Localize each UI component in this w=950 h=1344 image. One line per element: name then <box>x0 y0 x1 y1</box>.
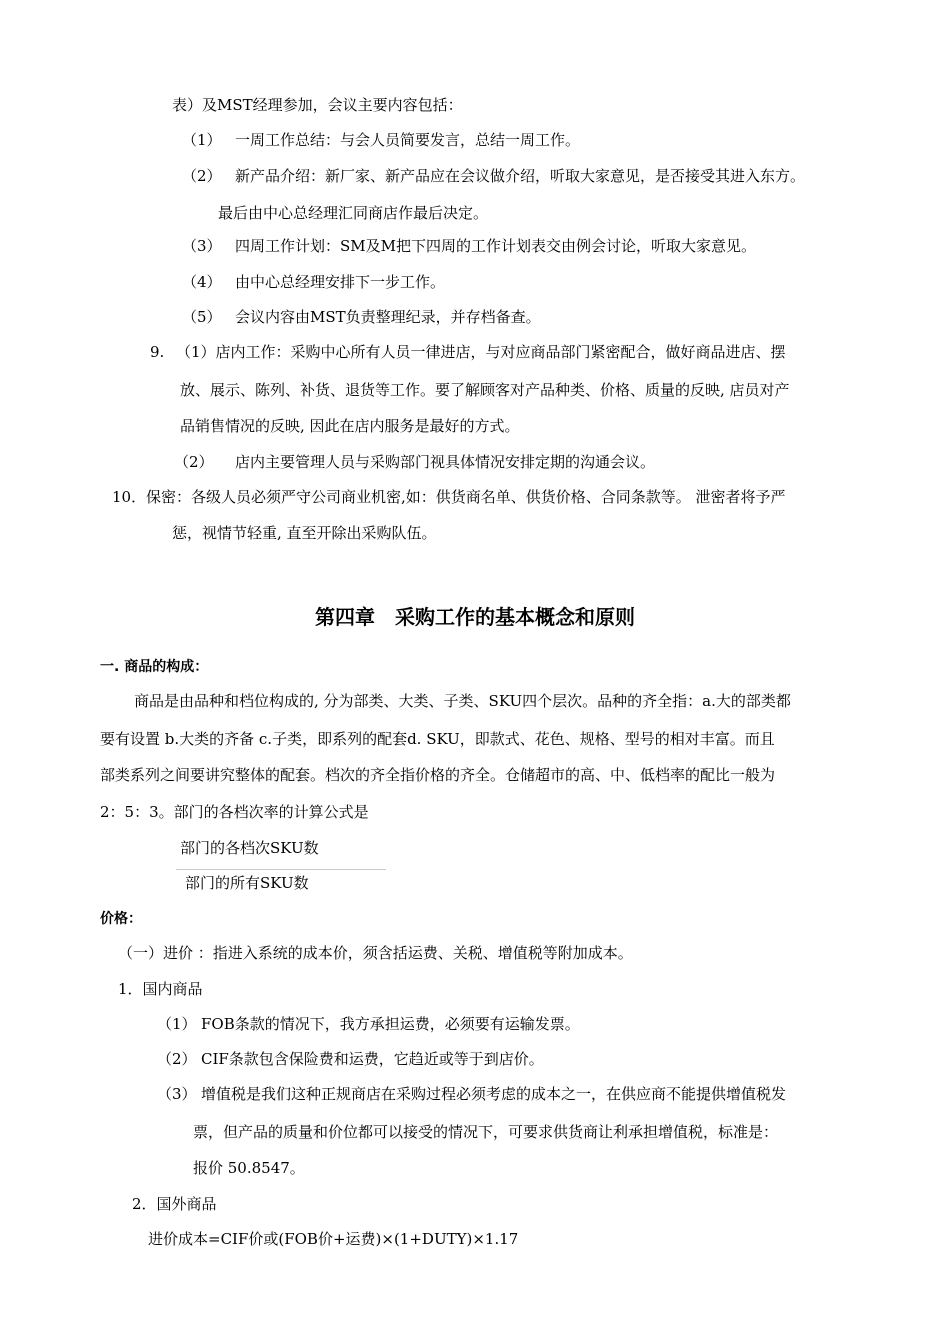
domestic-item-1-text: FOB条款的情况下，我方承担运费，必须要有运输发票。 <box>201 1015 580 1033</box>
domestic-item-3-text: 增值税是我们这种正规商店在采购过程必须考虑的成本之一，在供应商不能提供增值税发 <box>201 1085 787 1103</box>
meeting-item-3-text: 四周工作计划：SM及M把下四周的工作计划表交由例会讨论，听取大家意见。 <box>235 237 756 255</box>
item-9-sub2-text: 店内主要管理人员与采购部门视具体情况安排定期的沟通会议。 <box>235 453 656 471</box>
item-9-num: 9. <box>150 343 165 361</box>
formula-numerator: 部门的各档次SKU数 <box>180 839 319 857</box>
domestic-heading: 1．国内商品 <box>118 980 203 998</box>
meeting-item-5-text: 会议内容由MST负责整理纪录，并存档备查。 <box>235 308 541 326</box>
domestic-item-3-cont-2: 报价 50.8547。 <box>193 1159 305 1177</box>
meeting-item-4-num: （4） <box>182 273 222 291</box>
meeting-item-4-text: 由中心总经理安排下一步工作。 <box>235 273 446 291</box>
section-1-para-line-1: 商品是由品种和档位构成的, 分为部类、大类、子类、SKU四个层次。品种的齐全指：a.大的部类都 <box>134 692 791 710</box>
section-1-heading: 一. 商品的构成： <box>100 659 209 675</box>
item-10-line-2: 惩，视情节轻重, 直至开除出采购队伍。 <box>172 524 437 542</box>
domestic-item-3-num: （3） <box>157 1085 197 1103</box>
section-1-para-line-4: 2：5：3。部门的各档次率的计算公式是 <box>100 803 369 821</box>
meeting-item-2-cont: 最后由中心总经理汇同商店作最后决定。 <box>218 204 489 222</box>
domestic-item-1-num: （1） <box>157 1015 197 1033</box>
fraction-bar <box>176 869 386 870</box>
domestic-item-2-text: CIF条款包含保险费和运费，它趋近或等于到店价。 <box>201 1050 544 1068</box>
domestic-item-3-cont-1: 票，但产品的质量和价位都可以接受的情况下，可要求供货商让利承担增值税，标准是： <box>193 1123 779 1141</box>
item-9-sub2-num: （2） <box>174 453 214 471</box>
meeting-item-5-num: （5） <box>182 308 222 326</box>
section-1-para-line-3: 部类系列之间要讲究整体的配套。档次的齐全指价格的齐全。仓储超市的高、中、低档率的配比一般为 <box>100 766 776 784</box>
chapter-title: 第四章 采购工作的基本概念和原则 <box>315 605 635 629</box>
item-9-line-2: 放、展示、陈列、补货、退货等工作。要了解顾客对产品种类、价格、质量的反映, 店员对产 <box>180 381 790 399</box>
item-9-line-3: 品销售情况的反映, 因此在店内服务是最好的方式。 <box>180 417 520 435</box>
item-9-line-1: （1）店内工作：采购中心所有人员一律进店，与对应商品部门紧密配合，做好商品进店、摆 <box>176 343 786 361</box>
meeting-intro: 表）及MST经理参加，会议主要内容包括： <box>172 96 463 114</box>
section-1-para-line-2: 要有设置 b.大类的齐备 c.子类，即系列的配套d. SKU，即款式、花色、规格、型号的相对丰富。而且 <box>100 730 775 748</box>
meeting-item-2-text: 新产品介绍：新厂家、新产品应在会议做介绍，听取大家意见，是否接受其进入东方。 <box>235 167 806 185</box>
meeting-item-3-num: （3） <box>182 237 222 255</box>
meeting-item-1-text: 一周工作总结：与会人员简要发言，总结一周工作。 <box>235 131 581 149</box>
meeting-item-2-num: （2） <box>182 167 222 185</box>
price-heading: 价格： <box>100 911 142 927</box>
formula-denominator: 部门的所有SKU数 <box>185 874 309 892</box>
foreign-formula: 进价成本=CIF价或(FOB价+运费)×(1+DUTY)×1.17 <box>148 1230 519 1248</box>
price-sub-1: （一）进价 ：指进入系统的成本价，须含括运费、关税、增值税等附加成本。 <box>118 944 633 962</box>
item-10-line-1: 保密：各级人员必须严守公司商业机密,如：供货商名单、供货价格、合同条款等。 泄密者将予严 <box>146 488 786 506</box>
foreign-heading: 2．国外商品 <box>132 1195 217 1213</box>
item-10-num: 10． <box>112 488 147 506</box>
meeting-item-1-num: （1） <box>182 131 222 149</box>
domestic-item-2-num: （2） <box>157 1050 197 1068</box>
